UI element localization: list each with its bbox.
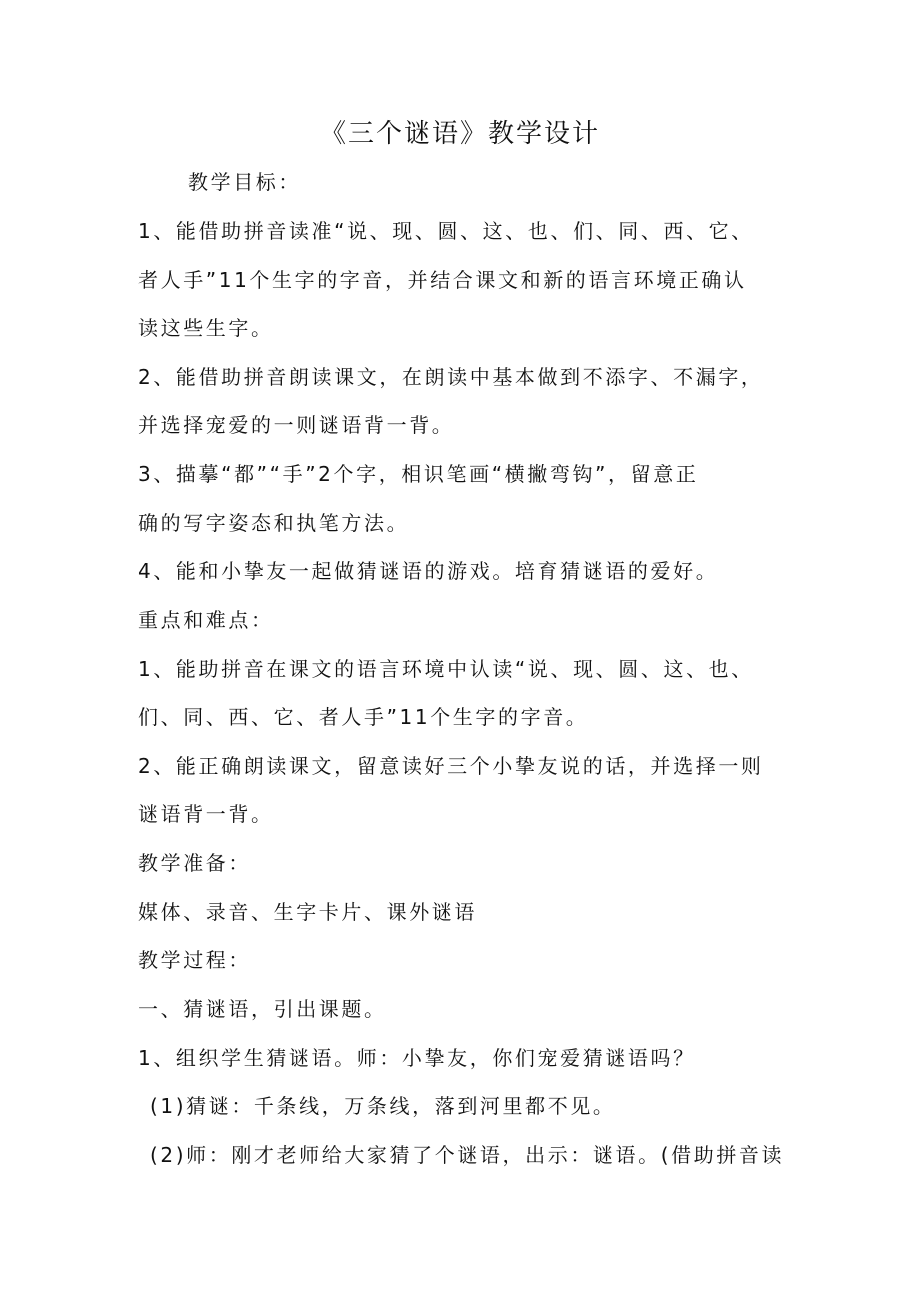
paragraph-line: 1、能借助拼音读准“说、现、圆、这、也、们、同、西、它、 bbox=[138, 219, 754, 243]
paragraph-line: 4、能和小挚友一起做猜谜语的游戏。培育猜谜语的爱好。 bbox=[138, 559, 719, 583]
paragraph-line: 确的写字姿态和执笔方法。 bbox=[138, 511, 410, 535]
paragraph-line: 们、同、西、它、者人手”11个生字的字音。 bbox=[138, 705, 589, 729]
paragraph-line: 2、能正确朗读课文，留意读好三个小挚友说的话，并选择一则 bbox=[138, 754, 764, 778]
section-heading-preparation: 教学准备： bbox=[138, 851, 251, 875]
paragraph-line: (1)猜谜：千条线，万条线，落到河里都不见。 bbox=[150, 1094, 616, 1118]
paragraph-line: 谜语背一背。 bbox=[138, 802, 274, 826]
paragraph-line: 1、能助拼音在课文的语言环境中认读“说、现、圆、这、也、 bbox=[138, 657, 754, 681]
paragraph-line: 一、猜谜语，引出课题。 bbox=[138, 997, 387, 1021]
paragraph-line: (2)师：刚才老师给大家猜了个谜语，出示：谜语。(借助拼音读 bbox=[150, 1143, 785, 1167]
paragraph-line: 读这些生字。 bbox=[138, 316, 274, 340]
paragraph-line: 媒体、录音、生字卡片、课外谜语 bbox=[138, 900, 477, 924]
section-heading-objectives: 教学目标： bbox=[188, 170, 301, 194]
section-heading-key-points: 重点和难点： bbox=[138, 608, 274, 632]
paragraph-line: 1、组织学生猜谜语。师：小挚友，你们宠爱猜谜语吗？ bbox=[138, 1046, 696, 1070]
paragraph-line: 并选择宠爱的一则谜语背一背。 bbox=[138, 413, 455, 437]
paragraph-line: 2、能借助拼音朗读课文，在朗读中基本做到不添字、不漏字， bbox=[138, 365, 764, 389]
paragraph-line: 者人手”11个生字的字音，并结合课文和新的语言环境正确认 bbox=[138, 268, 747, 292]
paragraph-line: 3、描摹“都”“手”2个字，相识笔画“横撇弯钩”，留意正 bbox=[138, 462, 699, 486]
section-heading-process: 教学过程： bbox=[138, 948, 251, 972]
document-title: 《三个谜语》教学设计 bbox=[319, 119, 600, 149]
